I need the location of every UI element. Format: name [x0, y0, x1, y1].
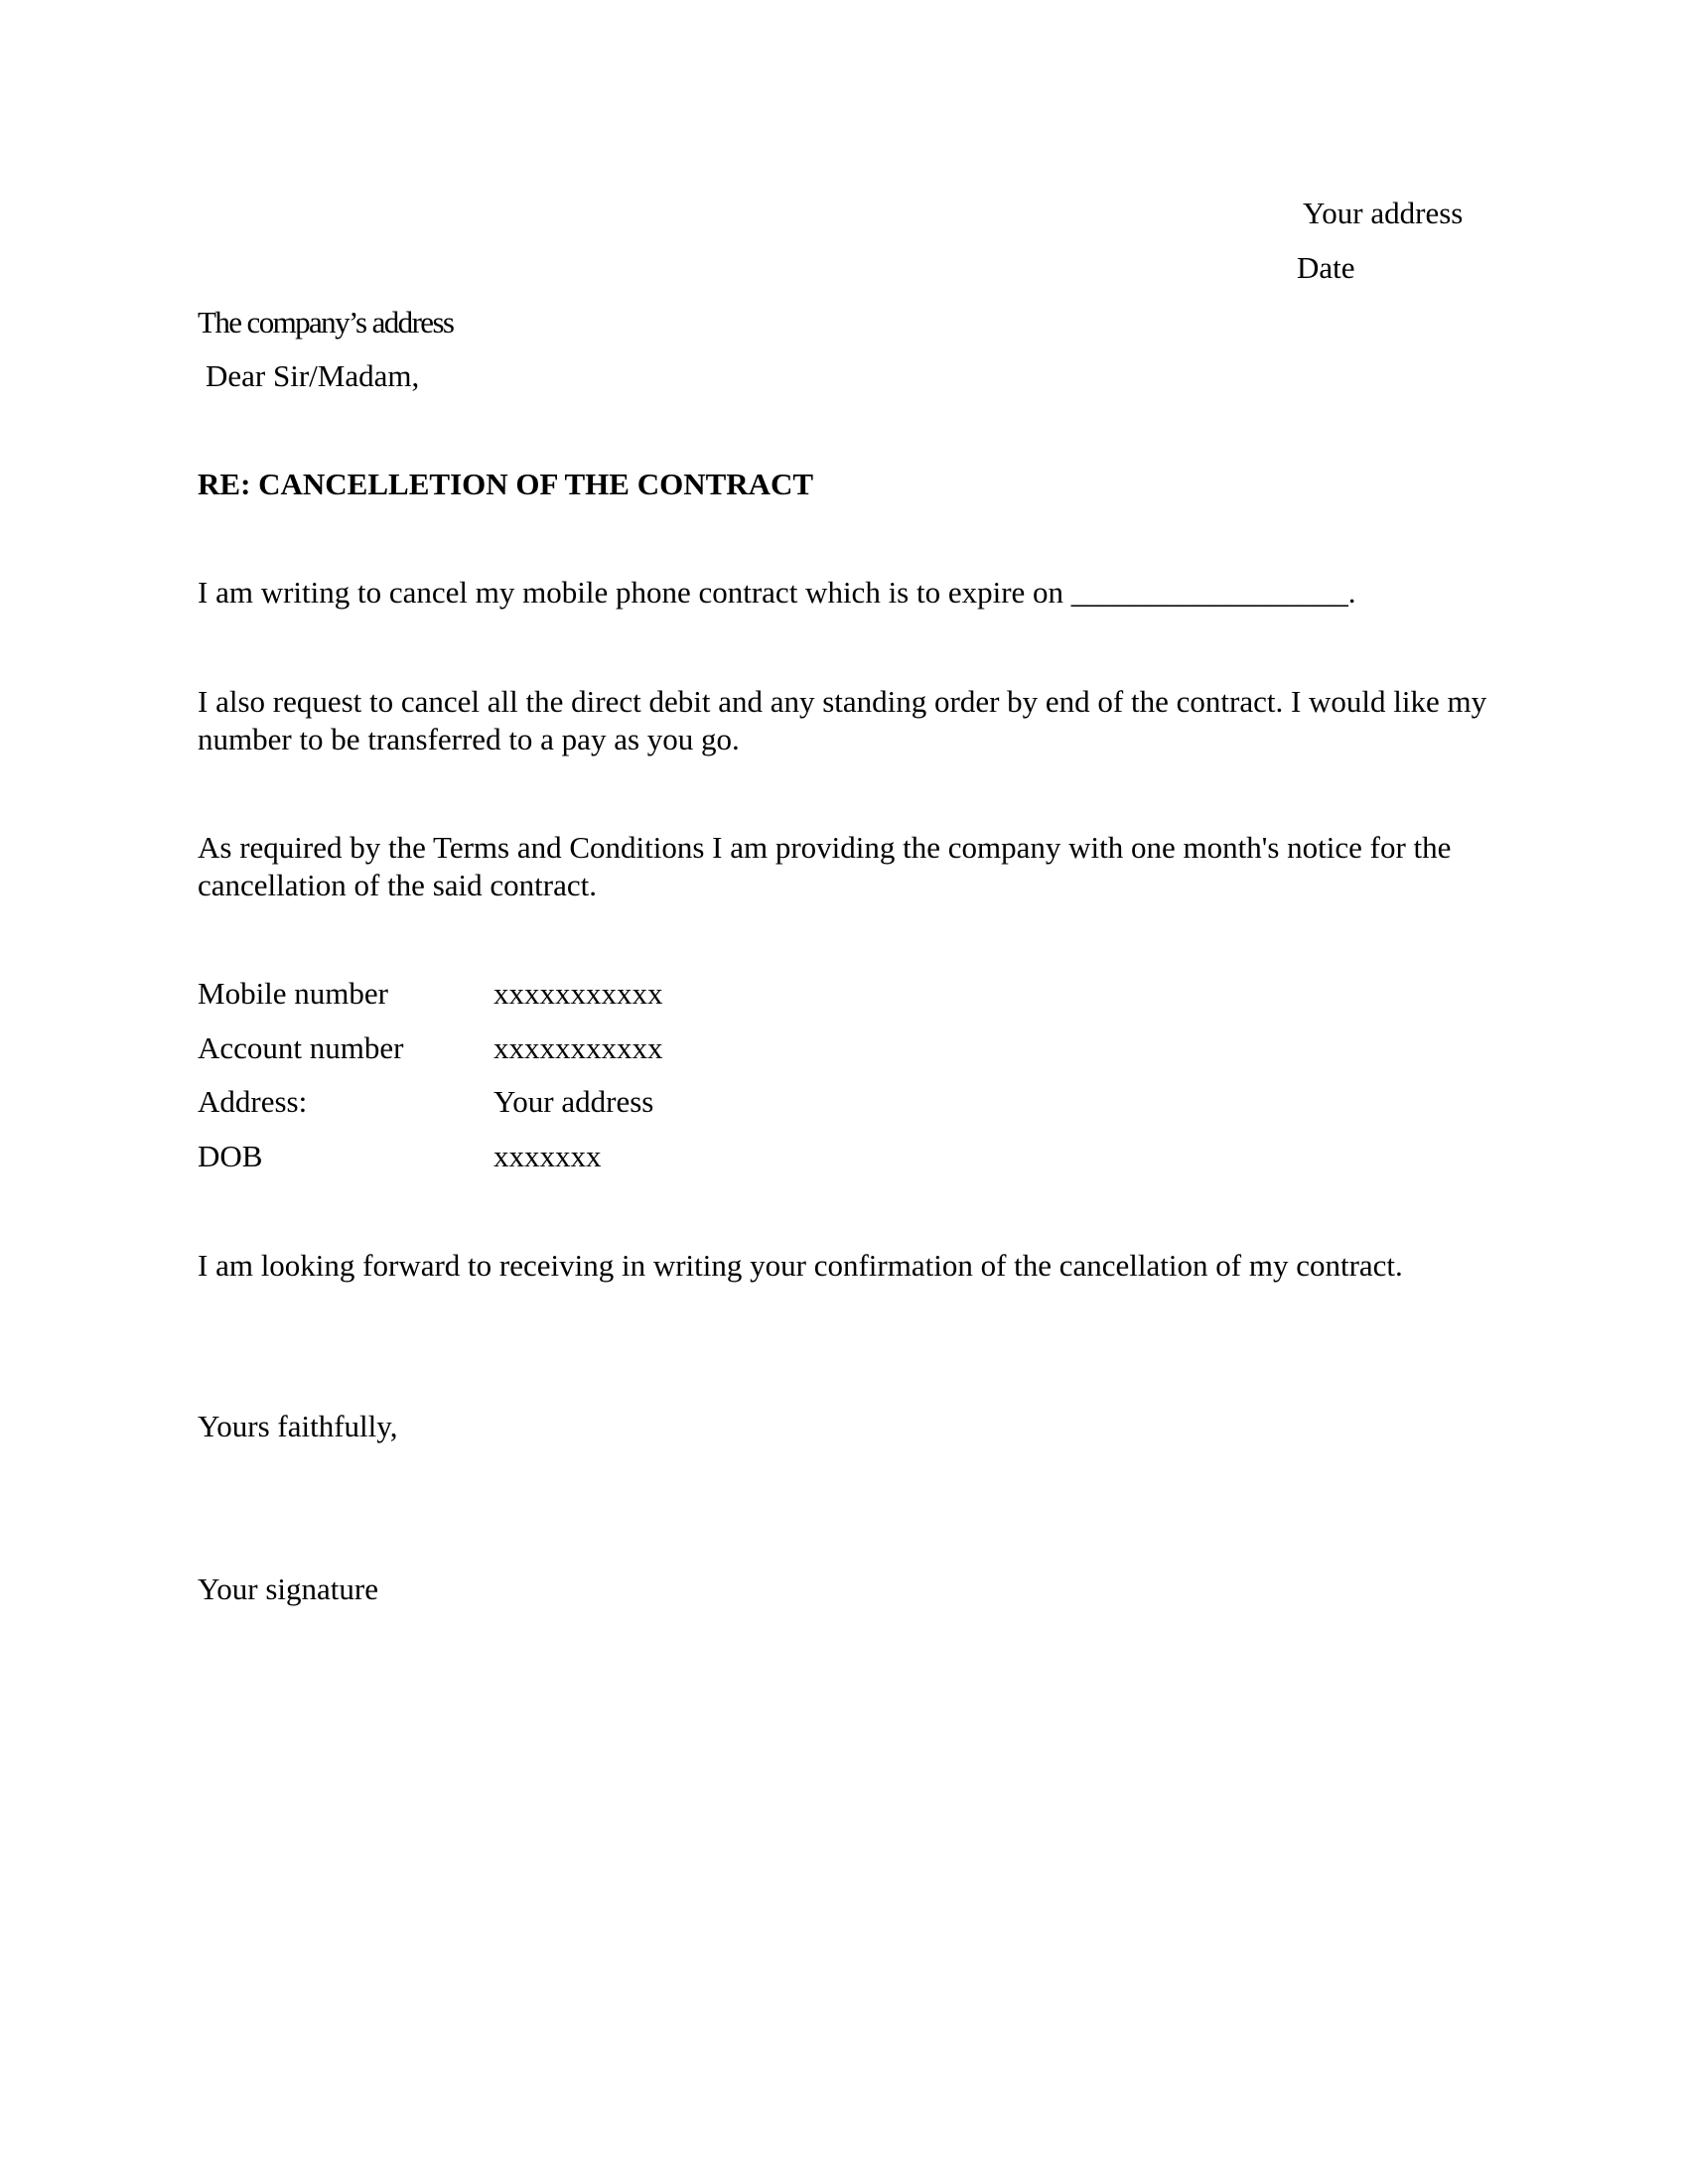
subject-line: RE: CANCELLETION OF THE CONTRACT [198, 467, 814, 501]
closing: Yours faithfully, [198, 1409, 398, 1443]
detail-label: Account number [198, 1029, 404, 1065]
body-paragraph: I also request to cancel all the direct debit and any standing order by end of the contract. I would like my number to be transferred to a pay as you go. [198, 684, 1487, 756]
detail-row-dob [198, 1138, 663, 1192]
detail-row-mobile-number [198, 975, 663, 1029]
salutation: Dear Sir/Madam, [206, 358, 420, 393]
letter-date: Date [1297, 250, 1355, 285]
detail-value: xxxxxxx [493, 1138, 602, 1173]
detail-label: Mobile number [198, 976, 388, 1011]
detail-label: Address: [198, 1084, 308, 1119]
sender-address: Your address [1303, 196, 1464, 230]
body-paragraph: I am writing to cancel my mobile phone contract which is to expire on __________________. [198, 575, 1356, 610]
signature-line: Your signature [198, 1571, 378, 1606]
detail-row-account-number [198, 1029, 663, 1084]
detail-value: xxxxxxxxxxx [493, 976, 663, 1011]
body-paragraph: As required by the Terms and Conditions I am providing the company with one month's notice for the cancellation of the said contract. [198, 830, 1452, 902]
account-details [198, 975, 663, 1191]
body-paragraph: I am looking forward to receiving in writing your confirmation of the cancellation of my contract. [198, 1248, 1403, 1283]
company-address: The company’s address [198, 305, 454, 340]
detail-value: xxxxxxxxxxx [493, 1029, 663, 1065]
detail-row-address [198, 1083, 663, 1138]
detail-value: Your address [493, 1084, 654, 1119]
detail-label: DOB [198, 1138, 263, 1173]
